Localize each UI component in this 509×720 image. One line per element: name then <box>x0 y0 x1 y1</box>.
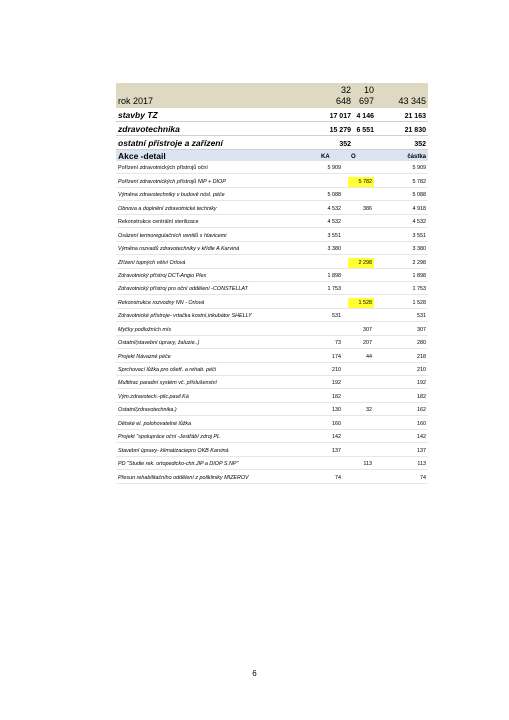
table-row <box>116 322 428 335</box>
row-o-value: 113 <box>363 461 372 468</box>
row-ka-value: 142 <box>332 434 341 441</box>
row-castka-value: 3 551 <box>412 232 426 239</box>
row-ka-value: 1 753 <box>327 286 341 293</box>
summary-total: 21 830 <box>404 127 426 134</box>
detail-rows <box>116 161 428 484</box>
table-row <box>116 228 428 241</box>
row-castka-value: 113 <box>417 461 426 468</box>
row-castka-value: 218 <box>417 353 426 360</box>
table-row <box>116 470 428 483</box>
row-name: Multitrac paradní systém vč. příslušenství <box>118 380 217 387</box>
table-row <box>116 269 428 282</box>
table-row <box>116 161 428 174</box>
row-name: Stavební úpravy- klimatizaciepro OKB Karviná <box>118 447 229 454</box>
row-ka-value: 4 532 <box>327 219 341 226</box>
summary-ka: 15 279 <box>329 127 351 134</box>
summary-row-ostatni <box>116 136 428 150</box>
budget-table <box>116 83 428 484</box>
row-name: Zdravotnický přístroj pro oční oddělení -CONSTELLAT <box>118 286 248 293</box>
row-ka-value: 5 088 <box>327 192 341 199</box>
row-castka-value: 280 <box>417 340 426 347</box>
column-header-castka: částka <box>407 154 426 160</box>
row-name: Dětské el. polohovatelné lůžka <box>118 420 192 427</box>
row-castka-value: 4 918 <box>412 205 426 212</box>
row-o-value: 386 <box>363 205 372 212</box>
table-row <box>116 376 428 389</box>
table-row <box>116 242 428 255</box>
row-castka-value: 307 <box>417 326 426 333</box>
row-ka-value: 74 <box>335 474 341 481</box>
row-castka-value: 160 <box>417 420 426 427</box>
row-castka-value: 531 <box>417 313 426 320</box>
table-row <box>116 201 428 214</box>
row-name: Pořízení zdravotnických přístrojů oční <box>118 165 208 172</box>
table-row <box>116 309 428 322</box>
row-name: Výměna rozvadů zdravotechniky v křídle A Karviná <box>118 246 240 253</box>
row-ka-value: 5 909 <box>327 165 341 172</box>
row-o-value: 32 <box>366 407 372 414</box>
table-row <box>116 443 428 456</box>
row-o-value: 207 <box>363 340 372 347</box>
col1-top-value: 32 <box>340 85 351 95</box>
summary-row-stavby <box>116 108 428 122</box>
table-row <box>116 215 428 228</box>
row-name: Osázení termoregulačních ventilů s hlavicemi <box>118 232 227 239</box>
row-name: Myčky podložních mís <box>118 326 172 333</box>
row-name: Výměna zdravotechniky v budově nósl. péče <box>118 192 225 199</box>
row-name: Zřízení topných větví Orlová <box>118 259 186 266</box>
row-castka-value: 1 753 <box>412 286 426 293</box>
row-ka-value: 4 532 <box>327 205 341 212</box>
summary-row-zdravotechnika <box>116 122 428 136</box>
row-name: Rekonstrukce centrální sterilizace <box>118 219 199 226</box>
row-name: Rekonstrukce rozvodny NN - Orlová <box>118 299 205 306</box>
table-row <box>116 363 428 376</box>
column-header-ka: KA <box>321 154 330 160</box>
col2-bottom-value: 697 <box>358 96 374 106</box>
col2-top-value: 10 <box>363 85 374 95</box>
row-castka-value: 4 532 <box>412 219 426 226</box>
page-number: 6 <box>252 669 257 678</box>
row-o-value: 5 782 <box>358 178 372 185</box>
summary-label: zdravotechnika <box>118 124 180 134</box>
summary-o: 6 551 <box>356 127 374 134</box>
row-ka-value: 210 <box>332 367 341 373</box>
summary-label: ostatní přístroje a zařízení <box>118 138 223 148</box>
summary-ka: 352 <box>339 141 351 148</box>
table-row <box>116 282 428 295</box>
summary-o: 4 146 <box>356 113 374 120</box>
row-ka-value: 3 380 <box>327 246 341 253</box>
row-name: Přesun rehabilitačního oddělení z polikliniky MIZEROV <box>118 474 249 481</box>
row-castka-value: 1 528 <box>412 299 426 306</box>
table-row <box>116 457 428 470</box>
row-castka-value: 2 298 <box>412 259 426 266</box>
row-castka-value: 210 <box>417 367 426 373</box>
row-castka-value: 5 909 <box>412 165 426 172</box>
total-value: 43 345 <box>398 96 426 106</box>
column-header-o: O <box>351 154 356 160</box>
table-row <box>116 295 428 308</box>
row-name: Zdravotnický přístroj DCT-Angio Plex <box>118 272 207 279</box>
summary-total: 21 163 <box>404 113 426 120</box>
row-ka-value: 192 <box>332 380 341 387</box>
row-name: Ostatní(zdravotechnika.) <box>118 407 177 414</box>
row-castka-value: 74 <box>420 474 426 481</box>
table-row <box>116 255 428 268</box>
year-header-row <box>116 83 428 108</box>
row-castka-value: 5 088 <box>412 192 426 199</box>
row-name: PD "Studie rek. ortopedicko-chir.JIP a DIOP S.NP" <box>118 461 239 468</box>
table-row <box>116 336 428 349</box>
row-o-value: 307 <box>363 326 372 333</box>
row-castka-value: 5 782 <box>412 178 426 185</box>
row-ka-value: 160 <box>332 420 341 427</box>
table-row <box>116 403 428 416</box>
row-name: Pořízení zdravotnických přístrojů NIP + DIOP <box>118 178 226 185</box>
row-castka-value: 3 380 <box>412 246 426 253</box>
row-name: Sprchovací lůžka pro ošetř. a rehab. péči <box>118 367 216 373</box>
row-ka-value: 182 <box>332 393 341 400</box>
row-castka-value: 1 898 <box>412 272 426 279</box>
row-castka-value: 137 <box>417 447 426 454</box>
table-row <box>116 188 428 201</box>
table-row <box>116 349 428 362</box>
row-name: Projekt "spolupráce oční -Jestřábí zdroj PL <box>118 434 220 441</box>
row-ka-value: 130 <box>332 407 341 414</box>
row-o-value: 1 528 <box>358 299 372 306</box>
row-o-value: 2 298 <box>358 259 372 266</box>
col1-bottom-value: 648 <box>335 96 351 106</box>
summary-label: stavby TZ <box>118 110 158 120</box>
row-ka-value: 137 <box>332 447 341 454</box>
table-row <box>116 430 428 443</box>
row-name: Zdravotnické přístroje- vrtačka kostní,inkubátor SHELLY <box>118 313 252 320</box>
row-ka-value: 73 <box>335 340 341 347</box>
row-name: Obnova a doplnění zdravotnické techniky <box>118 205 217 212</box>
row-name: Projekt Návazné péče <box>118 353 171 360</box>
year-label: rok 2017 <box>118 96 154 106</box>
table-row <box>116 416 428 429</box>
row-castka-value: 162 <box>417 407 426 414</box>
row-o-value: 44 <box>366 353 372 360</box>
summary-total: 352 <box>414 141 426 148</box>
row-name: Vým.zdravotech.-plic.pavil.Ká <box>118 393 189 400</box>
row-castka-value: 192 <box>417 380 426 387</box>
row-ka-value: 3 551 <box>327 232 341 239</box>
table-row <box>116 389 428 402</box>
table-row <box>116 174 428 187</box>
row-castka-value: 182 <box>417 393 426 400</box>
summary-ka: 17 017 <box>329 113 351 120</box>
row-castka-value: 142 <box>417 434 426 441</box>
row-name: Ostatní(stavební úpravy, žaluzie..) <box>118 340 200 347</box>
row-ka-value: 174 <box>332 353 341 360</box>
akce-label: Akce -detail <box>118 151 166 161</box>
akce-header-row <box>116 150 428 161</box>
row-ka-value: 1 898 <box>327 272 341 279</box>
row-ka-value: 531 <box>332 313 341 320</box>
